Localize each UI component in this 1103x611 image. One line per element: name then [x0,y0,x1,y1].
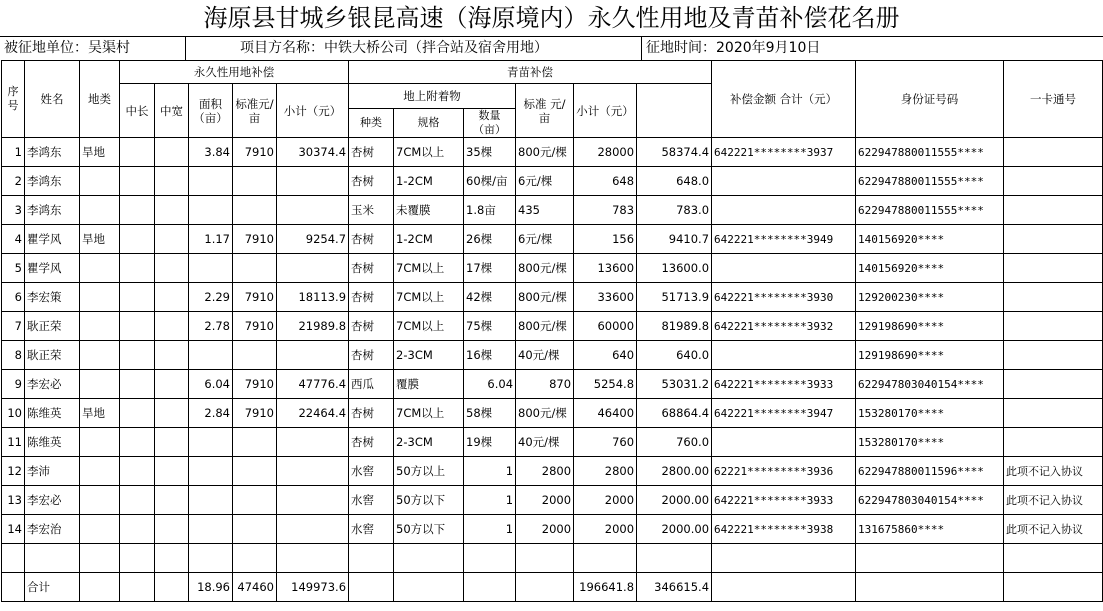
kind-cell: 西瓜 [349,370,394,399]
spec-cell: 覆膜 [394,370,464,399]
name-cell: 陈维英 [25,399,80,428]
name-cell: 瞿学风 [25,225,80,254]
seq-cell: 2 [2,167,25,196]
crop-standard-cell: 40元/棵 [516,428,574,457]
header-area: 面积（亩） [189,84,233,138]
kind-cell: 杏树 [349,341,394,370]
length-cell [120,399,155,428]
totals-crop-subtotal: 196641.8 [574,573,637,602]
kind-cell: 玉米 [349,196,394,225]
quantity-cell: 1 [464,515,516,544]
table-row [2,428,1103,457]
area-cell [189,428,233,457]
spec-cell: 7CM以上 [394,254,464,283]
quantity-cell: 17棵 [464,254,516,283]
amount-cell: 53031.2 [637,370,712,399]
table-row [2,283,1103,312]
amount-cell: 783.0 [637,196,712,225]
expropriation-date: 征地时间：2020年9月10日 [646,40,821,56]
amount-cell: 81989.8 [637,312,712,341]
header-land-subtotal: 小计（元） [277,84,349,138]
quantity-cell: 19棵 [464,428,516,457]
quantity-cell: 1 [464,486,516,515]
land-subtotal-cell [277,341,349,370]
remark-cell: 此项不记入协议 [1004,515,1103,544]
land-type-cell [80,486,120,515]
spec-cell: 2-3CM [394,428,464,457]
expropriated-unit: 被征地单位：吴渠村 [4,40,130,56]
quantity-cell: 75棵 [464,312,516,341]
header-card-number: 一卡通号 [1004,61,1103,138]
kind-cell: 杏树 [349,138,394,167]
length-cell [120,196,155,225]
crop-standard-cell: 6元/棵 [516,225,574,254]
length-cell [120,457,155,486]
card-number-cell: 153280170**** [856,399,1004,428]
width-cell [155,283,189,312]
remark-cell [1004,312,1103,341]
land-subtotal-cell [277,428,349,457]
table-row [2,515,1103,544]
length-cell [120,515,155,544]
length-cell [120,283,155,312]
totals-area: 18.96 [189,573,233,602]
quantity-cell: 35棵 [464,138,516,167]
totals-row [2,573,1103,602]
land-standard-cell: 7910 [233,138,277,167]
crop-standard-cell: 2000 [516,486,574,515]
card-number-cell: 131675860**** [856,515,1004,544]
remark-cell [1004,370,1103,399]
remark-cell [1004,225,1103,254]
length-cell [120,312,155,341]
seq-cell: 5 [2,254,25,283]
amount-cell: 640.0 [637,341,712,370]
seq-cell: 10 [2,399,25,428]
area-cell: 6.04 [189,370,233,399]
crop-standard-cell: 6元/棵 [516,167,574,196]
card-number-cell: 140156920**** [856,254,1004,283]
table-row [2,196,1103,225]
crop-subtotal-cell: 640 [574,341,637,370]
card-number-cell: 129198690**** [856,312,1004,341]
spec-cell: 7CM以上 [394,399,464,428]
header-name: 姓名 [25,61,80,138]
width-cell [155,167,189,196]
crop-subtotal-cell: 156 [574,225,637,254]
land-type-cell [80,196,120,225]
name-cell: 陈维英 [25,428,80,457]
table-row [2,370,1103,399]
land-type-cell [80,370,120,399]
land-standard-cell [233,486,277,515]
crop-subtotal-cell: 760 [574,428,637,457]
land-type-cell [80,254,120,283]
land-standard-cell: 7910 [233,399,277,428]
spec-cell: 50方以上 [394,457,464,486]
blank-row [2,544,1103,573]
amount-cell: 68864.4 [637,399,712,428]
land-type-cell [80,457,120,486]
header-seq: 序号 [2,61,25,138]
area-cell [189,167,233,196]
quantity-cell: 1.8亩 [464,196,516,225]
quantity-cell: 6.04 [464,370,516,399]
amount-cell: 51713.9 [637,283,712,312]
remark-cell [1004,399,1103,428]
land-subtotal-cell: 22464.4 [277,399,349,428]
length-cell [120,486,155,515]
crop-standard-cell: 800元/棵 [516,312,574,341]
table-row [2,167,1103,196]
land-standard-cell [233,428,277,457]
crop-standard-cell: 2800 [516,457,574,486]
header-length: 中长 [120,84,155,138]
crop-subtotal-cell: 13600 [574,254,637,283]
seq-cell: 14 [2,515,25,544]
quantity-cell: 16棵 [464,341,516,370]
id-number-cell [712,196,856,225]
header-row-1 [2,61,1103,84]
kind-cell: 水窖 [349,457,394,486]
kind-cell: 杏树 [349,225,394,254]
page-title: 海原县甘城乡银昆高速（海原境内）永久性用地及青苗补偿花名册 [0,0,1103,37]
land-subtotal-cell: 47776.4 [277,370,349,399]
land-standard-cell: 7910 [233,225,277,254]
id-number-cell: 642221********3947 [712,399,856,428]
spec-cell: 1-2CM [394,225,464,254]
land-subtotal-cell [277,515,349,544]
area-cell: 3.84 [189,138,233,167]
seq-cell: 8 [2,341,25,370]
area-cell: 2.78 [189,312,233,341]
header-id-number: 身份证号码 [856,61,1004,138]
card-number-cell: 622947880011596**** [856,457,1004,486]
land-type-cell: 旱地 [80,225,120,254]
remark-cell [1004,167,1103,196]
card-number-cell: 129198690**** [856,341,1004,370]
seq-cell: 4 [2,225,25,254]
amount-cell: 760.0 [637,428,712,457]
area-cell [189,254,233,283]
amount-cell: 2800.00 [637,457,712,486]
totals-amount: 346615.4 [637,573,712,602]
crop-standard-cell: 40元/棵 [516,341,574,370]
crop-subtotal-cell: 2000 [574,486,637,515]
quantity-cell: 1 [464,457,516,486]
header-amount-total: 补偿金额 合计（元） [712,61,856,138]
land-type-cell [80,515,120,544]
table-row [2,138,1103,167]
spec-cell: 未覆膜 [394,196,464,225]
length-cell [120,225,155,254]
remark-cell [1004,283,1103,312]
kind-cell: 杏树 [349,254,394,283]
divider [185,36,186,60]
crop-standard-cell: 2000 [516,515,574,544]
remark-cell [1004,341,1103,370]
seq-cell: 6 [2,283,25,312]
land-standard-cell [233,515,277,544]
amount-cell: 648.0 [637,167,712,196]
length-cell [120,254,155,283]
id-number-cell [712,341,856,370]
totals-land-subtotal: 149973.6 [277,573,349,602]
land-type-cell [80,283,120,312]
kind-cell: 水窖 [349,515,394,544]
header-land-standard: 标准元/亩 [233,84,277,138]
id-number-cell [712,428,856,457]
name-cell: 李宏必 [25,486,80,515]
amount-cell: 9410.7 [637,225,712,254]
id-number-cell: 642221********3933 [712,370,856,399]
seq-cell: 11 [2,428,25,457]
crop-subtotal-cell: 33600 [574,283,637,312]
amount-cell: 58374.4 [637,138,712,167]
width-cell [155,428,189,457]
seq-cell: 1 [2,138,25,167]
land-subtotal-cell [277,457,349,486]
id-number-cell: 642221********3933 [712,486,856,515]
land-subtotal-cell [277,167,349,196]
kind-cell: 杏树 [349,399,394,428]
header-land-type: 地类 [80,61,120,138]
id-number-cell: 642221********3932 [712,312,856,341]
land-subtotal-cell [277,196,349,225]
spec-cell: 50方以下 [394,515,464,544]
table-row [2,399,1103,428]
kind-cell: 杏树 [349,312,394,341]
land-standard-cell: 7910 [233,312,277,341]
totals-standard: 47460 [233,573,277,602]
kind-cell: 水窖 [349,486,394,515]
area-cell [189,486,233,515]
land-standard-cell: 7910 [233,370,277,399]
land-type-cell [80,341,120,370]
seq-cell: 13 [2,486,25,515]
divider [641,36,642,60]
crop-subtotal-cell: 783 [574,196,637,225]
land-standard-cell [233,457,277,486]
card-number-cell: 140156920**** [856,225,1004,254]
crop-subtotal-cell: 2800 [574,457,637,486]
name-cell: 李沛 [25,457,80,486]
spec-cell: 7CM以上 [394,283,464,312]
quantity-cell: 26棵 [464,225,516,254]
land-subtotal-cell [277,486,349,515]
totals-label: 合计 [25,573,80,602]
header-width: 中宽 [155,84,189,138]
crop-standard-cell: 800元/棵 [516,399,574,428]
land-type-cell: 旱地 [80,138,120,167]
spec-cell: 50方以下 [394,486,464,515]
seq-cell: 7 [2,312,25,341]
length-cell [120,138,155,167]
length-cell [120,167,155,196]
seq-cell: 12 [2,457,25,486]
table-row [2,254,1103,283]
quantity-cell: 42棵 [464,283,516,312]
id-number-cell [712,254,856,283]
table-row [2,225,1103,254]
table-row [2,457,1103,486]
land-type-cell [80,167,120,196]
crop-subtotal-cell: 46400 [574,399,637,428]
card-number-cell: 622947803040154**** [856,370,1004,399]
remark-cell: 此项不记入协议 [1004,486,1103,515]
length-cell [120,370,155,399]
spec-cell: 7CM以上 [394,138,464,167]
area-cell [189,196,233,225]
width-cell [155,138,189,167]
land-standard-cell [233,196,277,225]
land-type-cell: 旱地 [80,399,120,428]
crop-subtotal-cell: 648 [574,167,637,196]
crop-subtotal-cell: 60000 [574,312,637,341]
card-number-cell: 622947880011555**** [856,167,1004,196]
amount-cell: 2000.00 [637,486,712,515]
width-cell [155,312,189,341]
seq-cell: 3 [2,196,25,225]
card-number-cell: 622947803040154**** [856,486,1004,515]
id-number-cell: 642221********3930 [712,283,856,312]
width-cell [155,225,189,254]
crop-subtotal-cell: 2000 [574,515,637,544]
header-kind: 种类 [349,109,394,138]
name-cell: 李鸿东 [25,138,80,167]
name-cell: 李宏治 [25,515,80,544]
area-cell: 2.84 [189,399,233,428]
card-number-cell: 622947880011555**** [856,138,1004,167]
seq-cell: 9 [2,370,25,399]
land-standard-cell: 7910 [233,283,277,312]
width-cell [155,457,189,486]
name-cell: 李宏策 [25,283,80,312]
land-standard-cell [233,167,277,196]
header-permanent-land: 永久性用地补偿 [120,61,349,84]
project-name: 项目方名称：中铁大桥公司（拌合站及宿舍用地） [240,40,548,56]
id-number-cell [712,167,856,196]
id-number-cell: 642221********3937 [712,138,856,167]
remark-cell [1004,196,1103,225]
crop-subtotal-cell: 28000 [574,138,637,167]
crop-standard-cell: 800元/棵 [516,254,574,283]
header-spec: 规格 [394,109,464,138]
name-cell: 李鸿东 [25,167,80,196]
width-cell [155,370,189,399]
crop-standard-cell: 800元/棵 [516,283,574,312]
quantity-cell: 58棵 [464,399,516,428]
remark-cell [1004,428,1103,457]
table-row [2,312,1103,341]
kind-cell: 杏树 [349,167,394,196]
crop-standard-cell: 800元/棵 [516,138,574,167]
id-number-cell: 642221********3949 [712,225,856,254]
quantity-cell: 60棵/亩 [464,167,516,196]
header-crop-subtotal: 小计（元） [574,84,637,138]
compensation-table [1,60,1103,602]
header-crop-standard: 标准 元/亩 [516,84,574,138]
spec-cell: 7CM以上 [394,312,464,341]
land-subtotal-cell: 9254.7 [277,225,349,254]
name-cell: 李鸿东 [25,196,80,225]
land-standard-cell [233,341,277,370]
header-crop-compensation: 青苗补偿 [349,61,712,84]
kind-cell: 杏树 [349,283,394,312]
land-subtotal-cell [277,254,349,283]
id-number-cell: 62221*********3936 [712,457,856,486]
name-cell: 耿正荣 [25,341,80,370]
width-cell [155,254,189,283]
area-cell: 1.17 [189,225,233,254]
crop-standard-cell: 435 [516,196,574,225]
card-number-cell: 129200230**** [856,283,1004,312]
remark-cell [1004,254,1103,283]
remark-cell: 此项不记入协议 [1004,457,1103,486]
length-cell [120,341,155,370]
land-type-cell [80,428,120,457]
remark-cell [1004,138,1103,167]
spec-cell: 1-2CM [394,167,464,196]
land-subtotal-cell: 18113.9 [277,283,349,312]
width-cell [155,515,189,544]
land-subtotal-cell: 21989.8 [277,312,349,341]
land-type-cell [80,312,120,341]
width-cell [155,196,189,225]
land-subtotal-cell: 30374.4 [277,138,349,167]
name-cell: 瞿学风 [25,254,80,283]
name-cell: 耿正荣 [25,312,80,341]
kind-cell: 杏树 [349,428,394,457]
id-number-cell: 642221********3938 [712,515,856,544]
area-cell [189,341,233,370]
width-cell [155,486,189,515]
crop-standard-cell: 870 [516,370,574,399]
amount-cell: 2000.00 [637,515,712,544]
spec-cell: 2-3CM [394,341,464,370]
header-quantity: 数量（亩） [464,109,516,138]
name-cell: 李宏必 [25,370,80,399]
header-attachments: 地上附着物 [349,84,516,109]
crop-subtotal-cell: 5254.8 [574,370,637,399]
width-cell [155,341,189,370]
length-cell [120,428,155,457]
area-cell: 2.29 [189,283,233,312]
table-row [2,486,1103,515]
area-cell [189,457,233,486]
area-cell [189,515,233,544]
land-standard-cell [233,254,277,283]
card-number-cell: 622947880011555**** [856,196,1004,225]
card-number-cell: 153280170**** [856,428,1004,457]
amount-cell: 13600.0 [637,254,712,283]
width-cell [155,399,189,428]
table-row [2,341,1103,370]
